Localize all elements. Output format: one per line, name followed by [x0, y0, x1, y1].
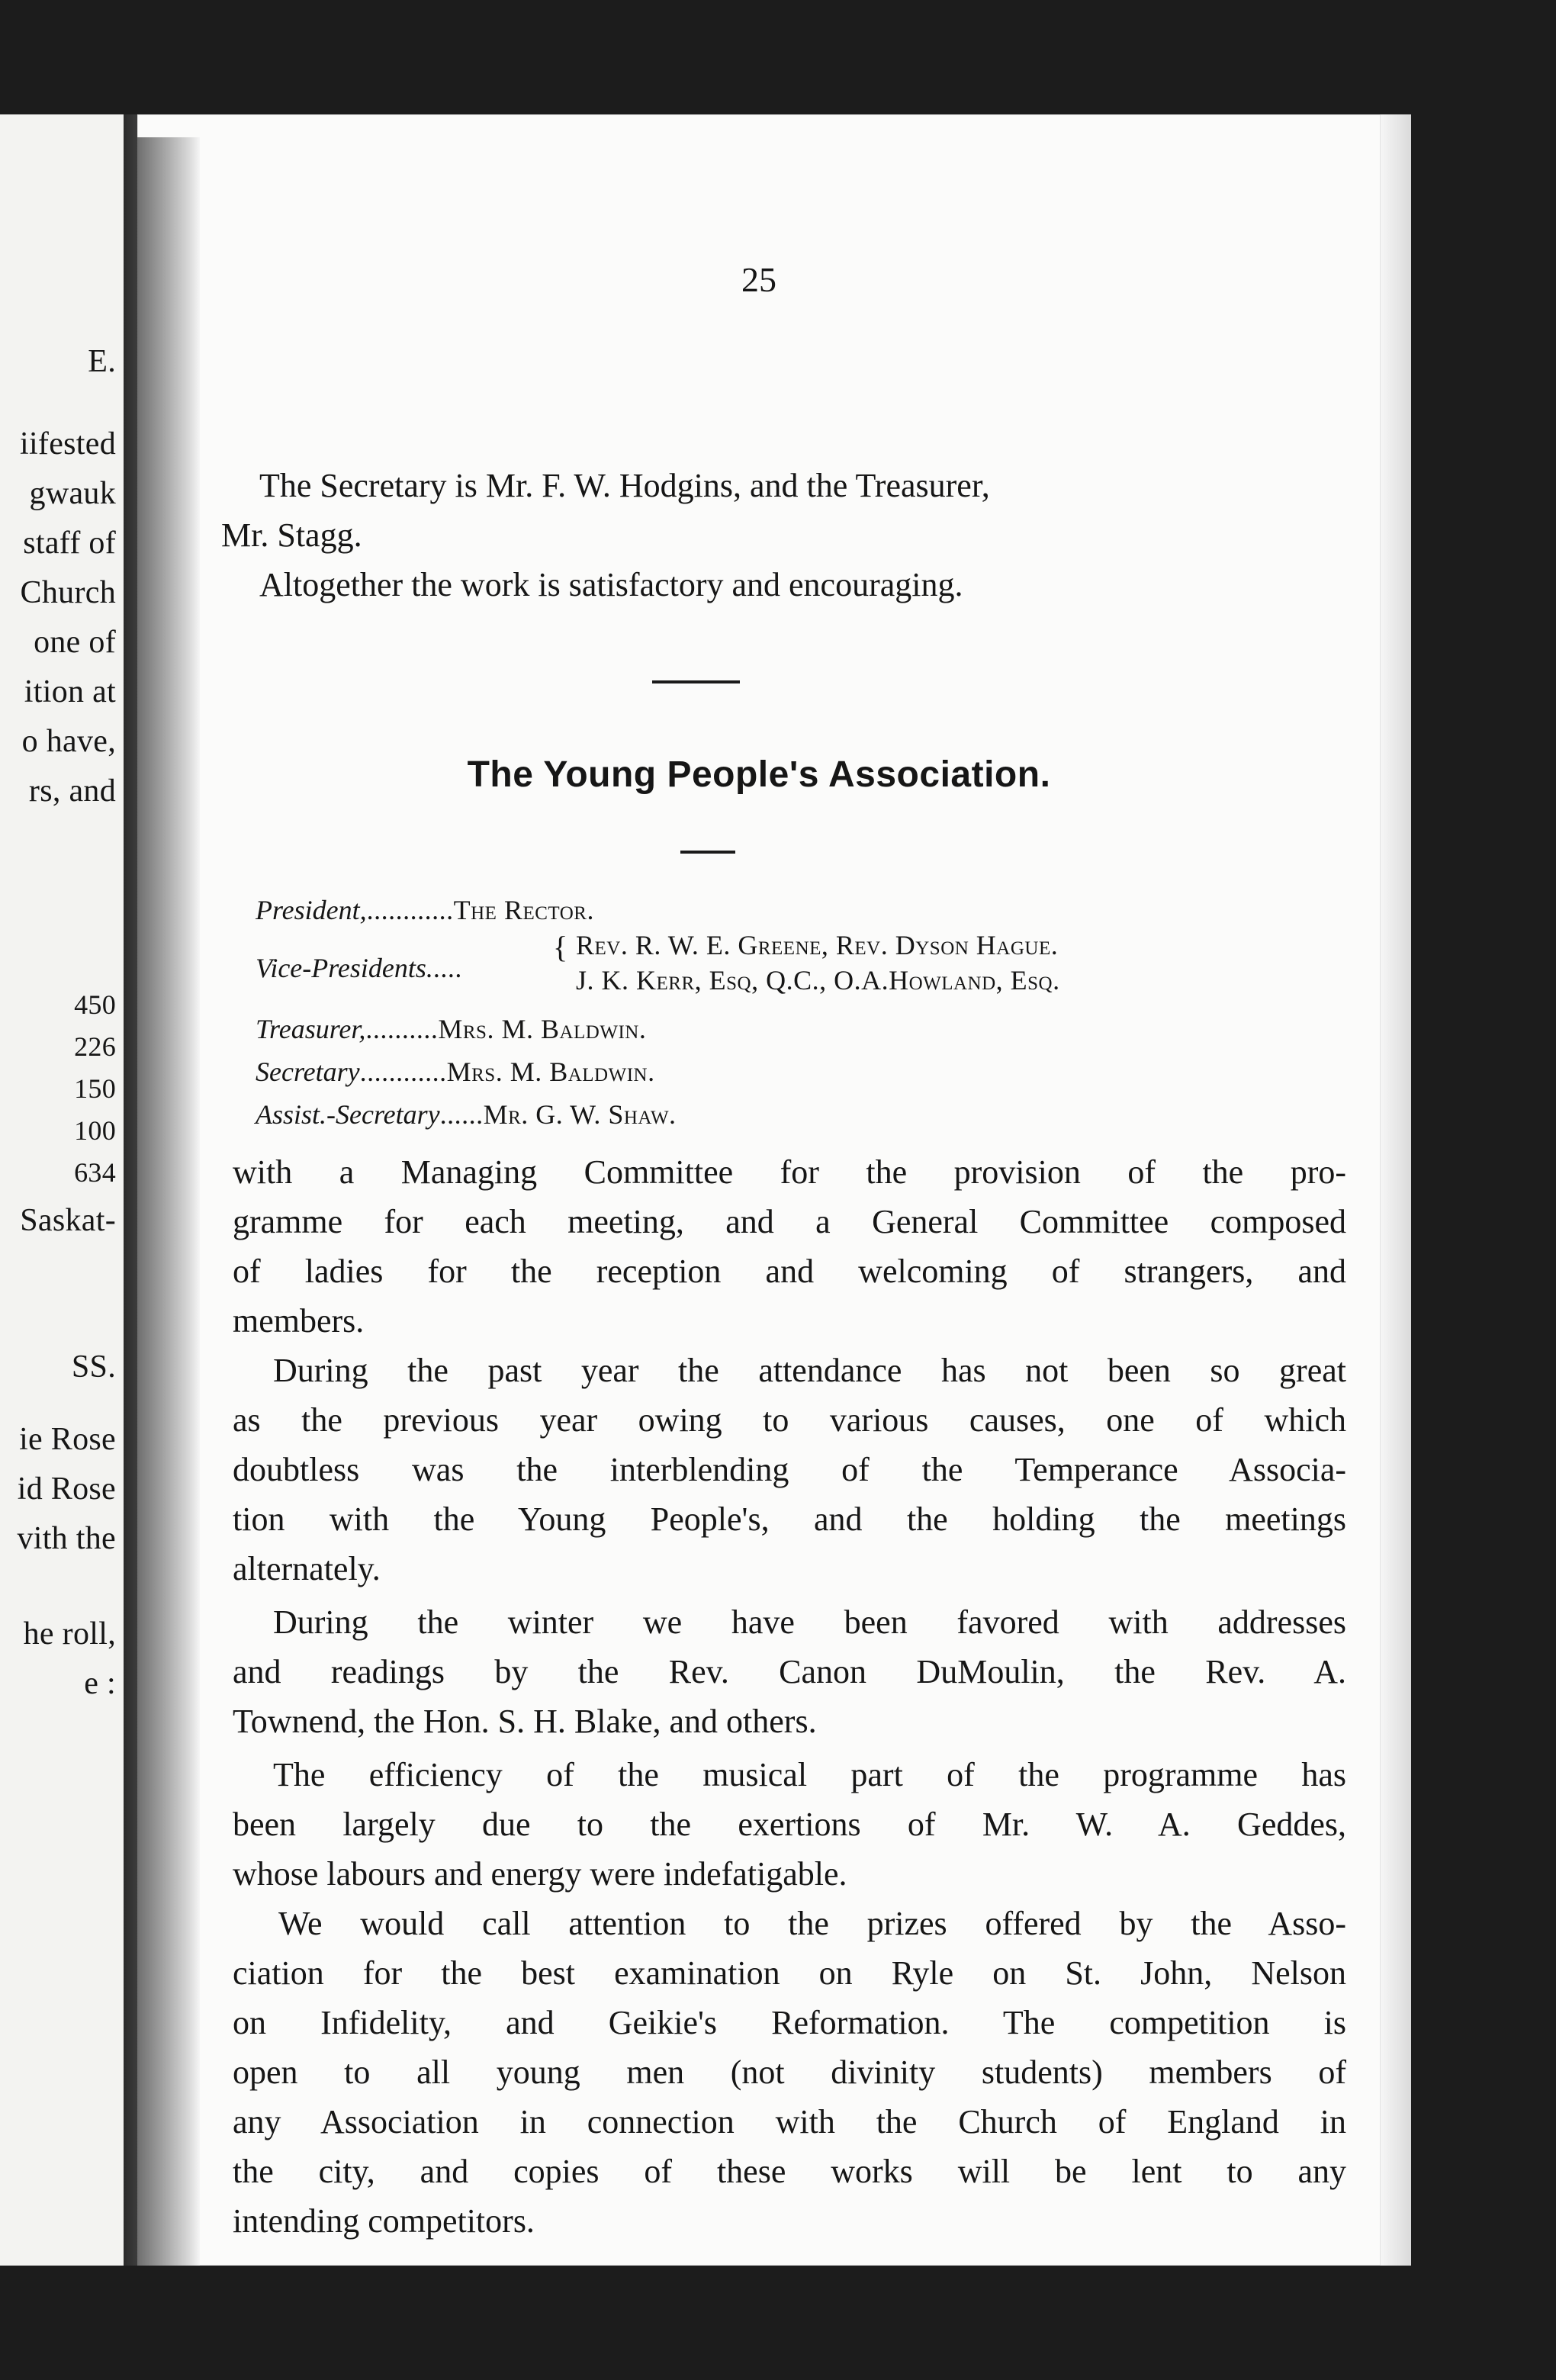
officer-title: Vice-Presidents.	[256, 953, 433, 983]
paragraph-line: any Association in connection with the Church of England in	[233, 2103, 1346, 2140]
section-title: The Young People's Association.	[467, 754, 1051, 795]
officer-name: Rev. R. W. E. Greene, Rev. Dyson Hague.	[576, 930, 1059, 960]
section-rule-bottom	[680, 851, 735, 854]
paragraph-line: ciation for the best examination on Ryle on St. John, Nelson	[233, 1954, 1346, 1992]
paragraph-line: During the winter we have been favored with addresses	[273, 1603, 1346, 1641]
officer-title: Secretary	[256, 1057, 360, 1087]
intro-line-1: The Secretary is Mr. F. W. Hodgins, and the Treasurer,	[259, 467, 990, 504]
paragraph-line: on Infidelity, and Geikie's Reformation. The competition is	[233, 2004, 1346, 2041]
left-page-line: gwauk	[29, 476, 116, 511]
left-page-line: o have,	[21, 724, 116, 759]
officer-title: Assist.-Secretary	[256, 1099, 440, 1130]
officer-name: The Rector.	[453, 895, 594, 925]
officer-row	[256, 1013, 646, 1045]
paragraph-line: During the past year the attendance has not been so great	[273, 1352, 1346, 1389]
intro-line-2: Mr. Stagg.	[221, 516, 362, 554]
left-page-line: 450	[74, 989, 116, 1020]
paragraph-line: and readings by the Rev. Canon DuMoulin, the Rev. A.	[233, 1653, 1346, 1690]
page-number: 25	[741, 260, 776, 299]
section-rule-top	[652, 680, 740, 683]
paragraph-line: We would call attention to the prizes offered by the Asso-	[278, 1905, 1346, 1942]
left-page-line: ie Rose	[19, 1422, 116, 1457]
paragraph-line: alternately.	[233, 1550, 381, 1587]
paragraph-line: whose labours and energy were indefatigable.	[233, 1855, 847, 1893]
left-page-line: 100	[74, 1115, 116, 1146]
left-page-line: Church	[20, 575, 116, 610]
paragraph-line: gramme for each meeting, and a General Committee composed	[233, 1203, 1346, 1240]
brace-icon: {	[553, 930, 568, 964]
left-page-line: staff of	[23, 526, 116, 561]
book-page	[137, 114, 1381, 2266]
left-page-line: e :	[84, 1666, 116, 1701]
intro-line-3: Altogether the work is satisfactory and encouraging.	[259, 566, 963, 603]
paragraph-line: with a Managing Committee for the provision of the pro-	[233, 1153, 1346, 1191]
left-page-line: SS.	[71, 1349, 116, 1385]
officer-title: Treasurer,	[256, 1014, 366, 1044]
left-page-fragment	[0, 114, 124, 2266]
left-page-line: id Rose	[17, 1471, 116, 1507]
page-edge-shadow	[137, 137, 200, 2266]
officer-row	[256, 894, 594, 926]
officer-leader: ............	[366, 895, 454, 925]
paragraph-line: intending competitors.	[233, 2202, 535, 2240]
paragraph-line: members.	[233, 1302, 365, 1340]
officer-name: J. K. Kerr, Esq, Q.C., O.A.Howland, Esq.	[576, 965, 1060, 995]
paragraph-line: the city, and copies of these works will be lent to any	[233, 2153, 1346, 2190]
paragraph-line: tion with the Young People's, and the holding the meetings	[233, 1500, 1346, 1538]
left-page-line: ition at	[24, 674, 116, 709]
left-page-line: 634	[74, 1157, 116, 1188]
officer-leader: ..........	[365, 1014, 439, 1044]
officer-row	[256, 1098, 677, 1130]
left-page-line: one of	[34, 625, 116, 660]
officer-name: Mr. G. W. Shaw.	[483, 1099, 677, 1130]
paragraph-line: doubtless was the interblending of the Temperance Associa-	[233, 1451, 1346, 1488]
officer-name: Mrs. M. Baldwin.	[438, 1014, 647, 1044]
left-page-line: 150	[74, 1073, 116, 1104]
paragraph-line: of ladies for the reception and welcoming of strangers, and	[233, 1253, 1346, 1290]
officer-name: Mrs. M. Baldwin.	[446, 1057, 655, 1087]
paragraph-line: been largely due to the exertions of Mr. W. A. Geddes,	[233, 1806, 1346, 1843]
paragraph-line: open to all young men (not divinity students) members of	[233, 2054, 1346, 2091]
paragraph-line: The efficiency of the musical part of the programme has	[273, 1756, 1346, 1793]
officer-row-vice-presidents	[256, 952, 462, 984]
book-gutter	[124, 114, 139, 2266]
officer-leader: ....	[432, 953, 462, 983]
officer-row	[256, 1056, 655, 1088]
officer-leader: ............	[359, 1057, 447, 1087]
left-page-line: Saskat-	[20, 1203, 116, 1238]
left-page-line: he roll,	[23, 1616, 116, 1652]
paragraph-line: Townend, the Hon. S. H. Blake, and others.	[233, 1703, 817, 1740]
left-page-line: E.	[88, 344, 116, 379]
officer-title: President,	[256, 895, 367, 925]
left-page-line: iifested	[19, 426, 116, 462]
paragraph-line: as the previous year owing to various causes, one of which	[233, 1401, 1346, 1439]
officer-leader: ......	[439, 1099, 484, 1130]
left-page-line: vith the	[17, 1521, 116, 1556]
page-right-edge	[1381, 114, 1411, 2266]
left-page-line: rs, and	[28, 774, 116, 809]
left-page-line: 226	[74, 1031, 116, 1062]
